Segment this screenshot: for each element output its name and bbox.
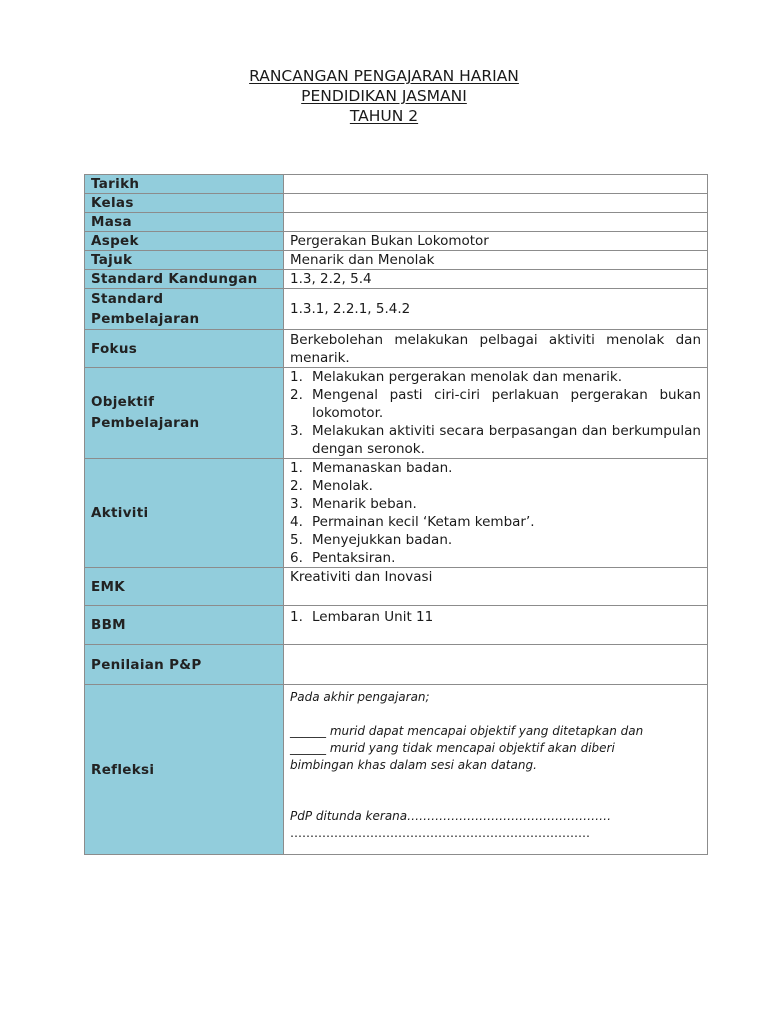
- value-aktiviti: [284, 459, 708, 568]
- list-text: Lembaran Unit 11: [312, 609, 434, 625]
- list-item: [290, 531, 701, 549]
- row-standard-kandungan: [85, 270, 708, 289]
- lesson-plan-table: [84, 174, 708, 855]
- label-masa: Masa: [85, 213, 284, 232]
- label-objektif: [85, 368, 284, 459]
- row-penilaian: [85, 645, 708, 685]
- value-objektif: [284, 368, 708, 459]
- label-aspek: Aspek: [85, 232, 284, 251]
- label-standard-pembelajaran-line1: Standard: [91, 291, 164, 307]
- refleksi-dots-line[interactable]: …………………………………………………………………: [290, 826, 590, 840]
- value-refleksi: [284, 685, 708, 855]
- label-emk: EMK: [85, 568, 284, 606]
- refleksi-pdp-line[interactable]: PdP ditunda kerana……………………………………………: [290, 809, 612, 823]
- list-item: [290, 459, 701, 477]
- list-item: [290, 386, 701, 422]
- value-penilaian[interactable]: [284, 645, 708, 685]
- title-line-2: PENDIDIKAN JASMANI: [301, 87, 467, 105]
- value-aspek: Pergerakan Bukan Lokomotor: [284, 232, 708, 251]
- value-emk: Kreativiti dan Inovasi: [284, 568, 708, 606]
- row-bbm: [85, 606, 708, 645]
- list-number: 1.: [290, 369, 303, 385]
- row-kelas: [85, 194, 708, 213]
- list-number: 1.: [290, 460, 303, 476]
- refleksi-line-3: bimbingan khas dalam sesi akan datang.: [290, 758, 537, 772]
- row-masa: [85, 213, 708, 232]
- row-aspek: [85, 232, 708, 251]
- label-objektif-line2: Pembelajaran: [91, 415, 200, 431]
- label-bbm: BBM: [85, 606, 284, 645]
- row-objektif: [85, 368, 708, 459]
- value-tajuk: Menarik dan Menolak: [284, 251, 708, 270]
- label-objektif-line1: Objektif: [91, 394, 155, 410]
- list-number: 6.: [290, 550, 303, 566]
- row-tajuk: [85, 251, 708, 270]
- refleksi-line-1-text: murid dapat mencapai objektif yang ditetapkan dan: [326, 724, 644, 738]
- label-kelas: Kelas: [85, 194, 284, 213]
- list-number: 2.: [290, 387, 303, 403]
- value-tarikh[interactable]: [284, 175, 708, 194]
- list-text: Pentaksiran.: [312, 550, 396, 566]
- list-text: Menolak.: [312, 478, 373, 494]
- label-refleksi: Refleksi: [85, 685, 284, 855]
- list-item: [290, 549, 701, 567]
- aktiviti-list: [290, 459, 701, 567]
- list-item: [290, 608, 701, 626]
- value-standard-pembelajaran: 1.3.1, 2.2.1, 5.4.2: [284, 289, 708, 330]
- label-aktiviti: Aktiviti: [85, 459, 284, 568]
- list-text: Menyejukkan badan.: [312, 532, 453, 548]
- label-tajuk: Tajuk: [85, 251, 284, 270]
- value-fokus: Berkebolehan melakukan pelbagai aktiviti menolak dan menarik.: [284, 330, 708, 368]
- list-text: Mengenal pasti ciri-ciri perlakuan pergerakan bukan lokomotor.: [312, 387, 701, 421]
- title-line-3: TAHUN 2: [349, 107, 419, 125]
- refleksi-intro: Pada akhir pengajaran;: [290, 690, 430, 704]
- row-standard-pembelajaran: [85, 289, 708, 330]
- row-tarikh: [85, 175, 708, 194]
- label-standard-pembelajaran: [85, 289, 284, 330]
- row-fokus: [85, 330, 708, 368]
- list-number: 2.: [290, 478, 303, 494]
- list-number: 5.: [290, 532, 303, 548]
- row-emk: [85, 568, 708, 606]
- value-standard-kandungan: 1.3, 2.2, 5.4: [284, 270, 708, 289]
- list-text: Melakukan pergerakan menolak dan menarik.: [312, 369, 623, 385]
- refleksi-line-2-text: murid yang tidak mencapai objektif akan diberi: [326, 741, 615, 755]
- label-tarikh: Tarikh: [85, 175, 284, 194]
- objektif-list: [290, 368, 701, 458]
- list-number: 1.: [290, 609, 303, 625]
- list-number: 3.: [290, 423, 303, 439]
- list-item: [290, 422, 701, 458]
- refleksi-line-2: [290, 740, 701, 757]
- refleksi-blank-1[interactable]: ______: [290, 724, 326, 738]
- label-penilaian: Penilaian P&P: [85, 645, 284, 685]
- list-item: [290, 368, 701, 386]
- bbm-list: [290, 608, 701, 626]
- list-number: 3.: [290, 496, 303, 512]
- list-number: 4.: [290, 514, 303, 530]
- label-fokus: Fokus: [85, 330, 284, 368]
- list-item: [290, 513, 701, 531]
- document-title: [0, 66, 768, 126]
- label-standard-kandungan: Standard Kandungan: [85, 270, 284, 289]
- list-text: Melakukan aktiviti secara berpasangan dan berkumpulan dengan seronok.: [312, 423, 701, 457]
- row-refleksi: [85, 685, 708, 855]
- list-text: Menarik beban.: [312, 496, 417, 512]
- list-text: Permainan kecil ‘Ketam kembar’.: [312, 514, 535, 530]
- list-item: [290, 477, 701, 495]
- refleksi-content: [290, 685, 701, 846]
- value-bbm: [284, 606, 708, 645]
- refleksi-blank-2[interactable]: ______: [290, 741, 326, 755]
- list-text: Memanaskan badan.: [312, 460, 453, 476]
- row-aktiviti: [85, 459, 708, 568]
- refleksi-line-1: [290, 723, 701, 740]
- value-kelas[interactable]: [284, 194, 708, 213]
- list-item: [290, 495, 701, 513]
- label-standard-pembelajaran-line2: Pembelajaran: [91, 311, 200, 327]
- title-line-1: RANCANGAN PENGAJARAN HARIAN: [249, 67, 519, 85]
- value-masa[interactable]: [284, 213, 708, 232]
